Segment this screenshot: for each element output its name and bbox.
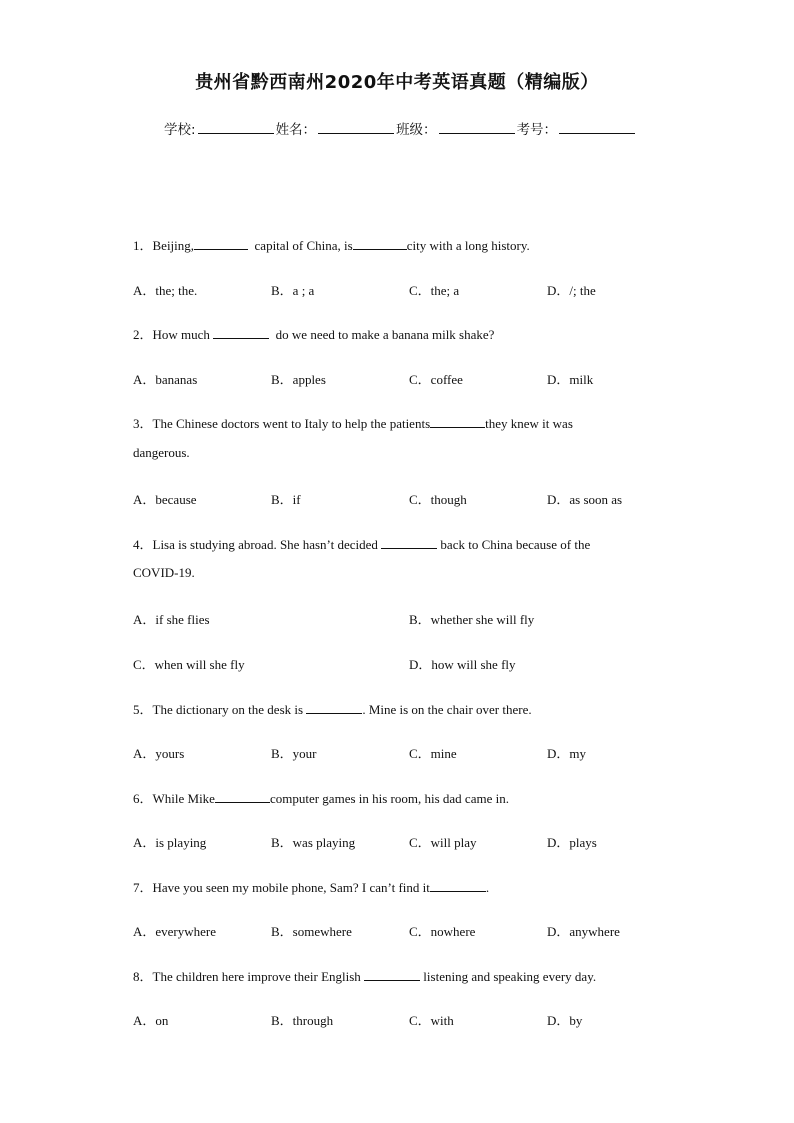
page-title: 贵州省黔西南州2020年中考英语真题（精编版） [195,72,599,93]
option-b[interactable]: B．through [271,1013,334,1028]
question-4-text: back to China because of the [440,537,591,552]
name-label: 姓名： [275,122,317,138]
question-3-line-2: dangerous. [133,445,190,460]
question-1 [133,235,530,254]
option-d[interactable]: D．my [547,746,587,761]
question-3-text: they knew it was [485,416,573,431]
question-6-text: 6．While Mike [133,791,215,806]
question-7-text: 7．Have you seen my mobile phone, Sam? I can’t find it [133,880,430,895]
option-d[interactable]: D．by [547,1013,583,1028]
option-b[interactable]: B．if [271,492,301,507]
question-2 [133,324,494,343]
option-b[interactable]: B．was playing [271,835,356,850]
question-1-text: city with a long history. [406,238,530,253]
question-5-text: 5．The dictionary on the desk is [133,702,304,717]
option-a[interactable]: A．if she flies [133,612,210,627]
answer-blank [364,969,420,981]
option-d[interactable]: D．/; the [547,283,596,298]
answer-blank [213,327,269,339]
option-c[interactable]: C．nowhere [409,924,476,939]
question-2-text: 2．How much [133,327,210,342]
option-c[interactable]: C．though [409,492,467,507]
option-a[interactable]: A．the; the. [133,283,198,298]
name-blank[interactable] [318,121,394,134]
option-d[interactable]: D．plays [547,835,597,850]
option-b[interactable]: B．somewhere [271,924,352,939]
answer-blank [381,537,437,549]
question-4-line-2: COVID-19. [133,565,195,580]
question-7 [133,877,489,896]
question-3-text: 3．The Chinese doctors went to Italy to help the patients [133,416,431,431]
option-c[interactable]: C．mine [409,746,457,761]
question-5-text: . Mine is on the chair over there. [362,702,532,717]
option-b[interactable]: B．whether she will fly [409,612,535,627]
question-7-text: . [485,880,490,895]
student-info-line [164,118,637,138]
class-label: 班级： [396,122,437,138]
answer-blank [215,791,270,803]
question-4-text: 4．Lisa is studying abroad. She hasn’t decided [133,537,378,552]
option-c[interactable]: C．when will she fly [133,657,245,672]
option-c[interactable]: C．will play [409,835,477,850]
question-8 [133,966,596,985]
school-label: 学校: [164,122,196,138]
option-c[interactable]: C．coffee [409,372,463,387]
question-3 [133,413,573,432]
option-a[interactable]: A．is playing [133,835,207,850]
question-4 [133,534,590,553]
exam-number-blank[interactable] [559,121,635,134]
question-2-text: do we need to make a banana milk shake? [275,327,495,342]
option-b[interactable]: B．your [271,746,317,761]
option-a[interactable]: A．bananas [133,372,198,387]
school-blank[interactable] [198,121,274,134]
answer-blank [430,416,485,428]
option-b[interactable]: B．a ; a [271,283,315,298]
answer-blank [194,238,248,250]
option-c[interactable]: C．with [409,1013,454,1028]
question-8-text: 8．The children here improve their English [133,969,361,984]
exam-number-label: 考号： [516,122,558,138]
question-8-text: listening and speaking every day. [423,969,597,984]
question-5 [133,699,532,718]
question-6 [133,788,509,807]
answer-blank [306,702,362,714]
option-b[interactable]: B．apples [271,372,326,387]
option-a[interactable]: A．because [133,492,197,507]
option-d[interactable]: D．how will she fly [409,657,516,672]
option-a[interactable]: A．everywhere [133,924,217,939]
option-a[interactable]: A．yours [133,746,185,761]
question-1-text: 1．Beijing, [133,238,195,253]
answer-blank [430,880,486,892]
question-6-text: computer games in his room, his dad came in. [269,791,509,806]
class-blank[interactable] [439,121,515,134]
option-c[interactable]: C．the; a [409,283,460,298]
option-d[interactable]: D．milk [547,372,594,387]
option-d[interactable]: D．anywhere [547,924,620,939]
option-a[interactable]: A．on [133,1013,169,1028]
answer-blank [353,238,407,250]
option-d[interactable]: D．as soon as [547,492,623,507]
question-1-text: capital of China, is [254,238,353,253]
